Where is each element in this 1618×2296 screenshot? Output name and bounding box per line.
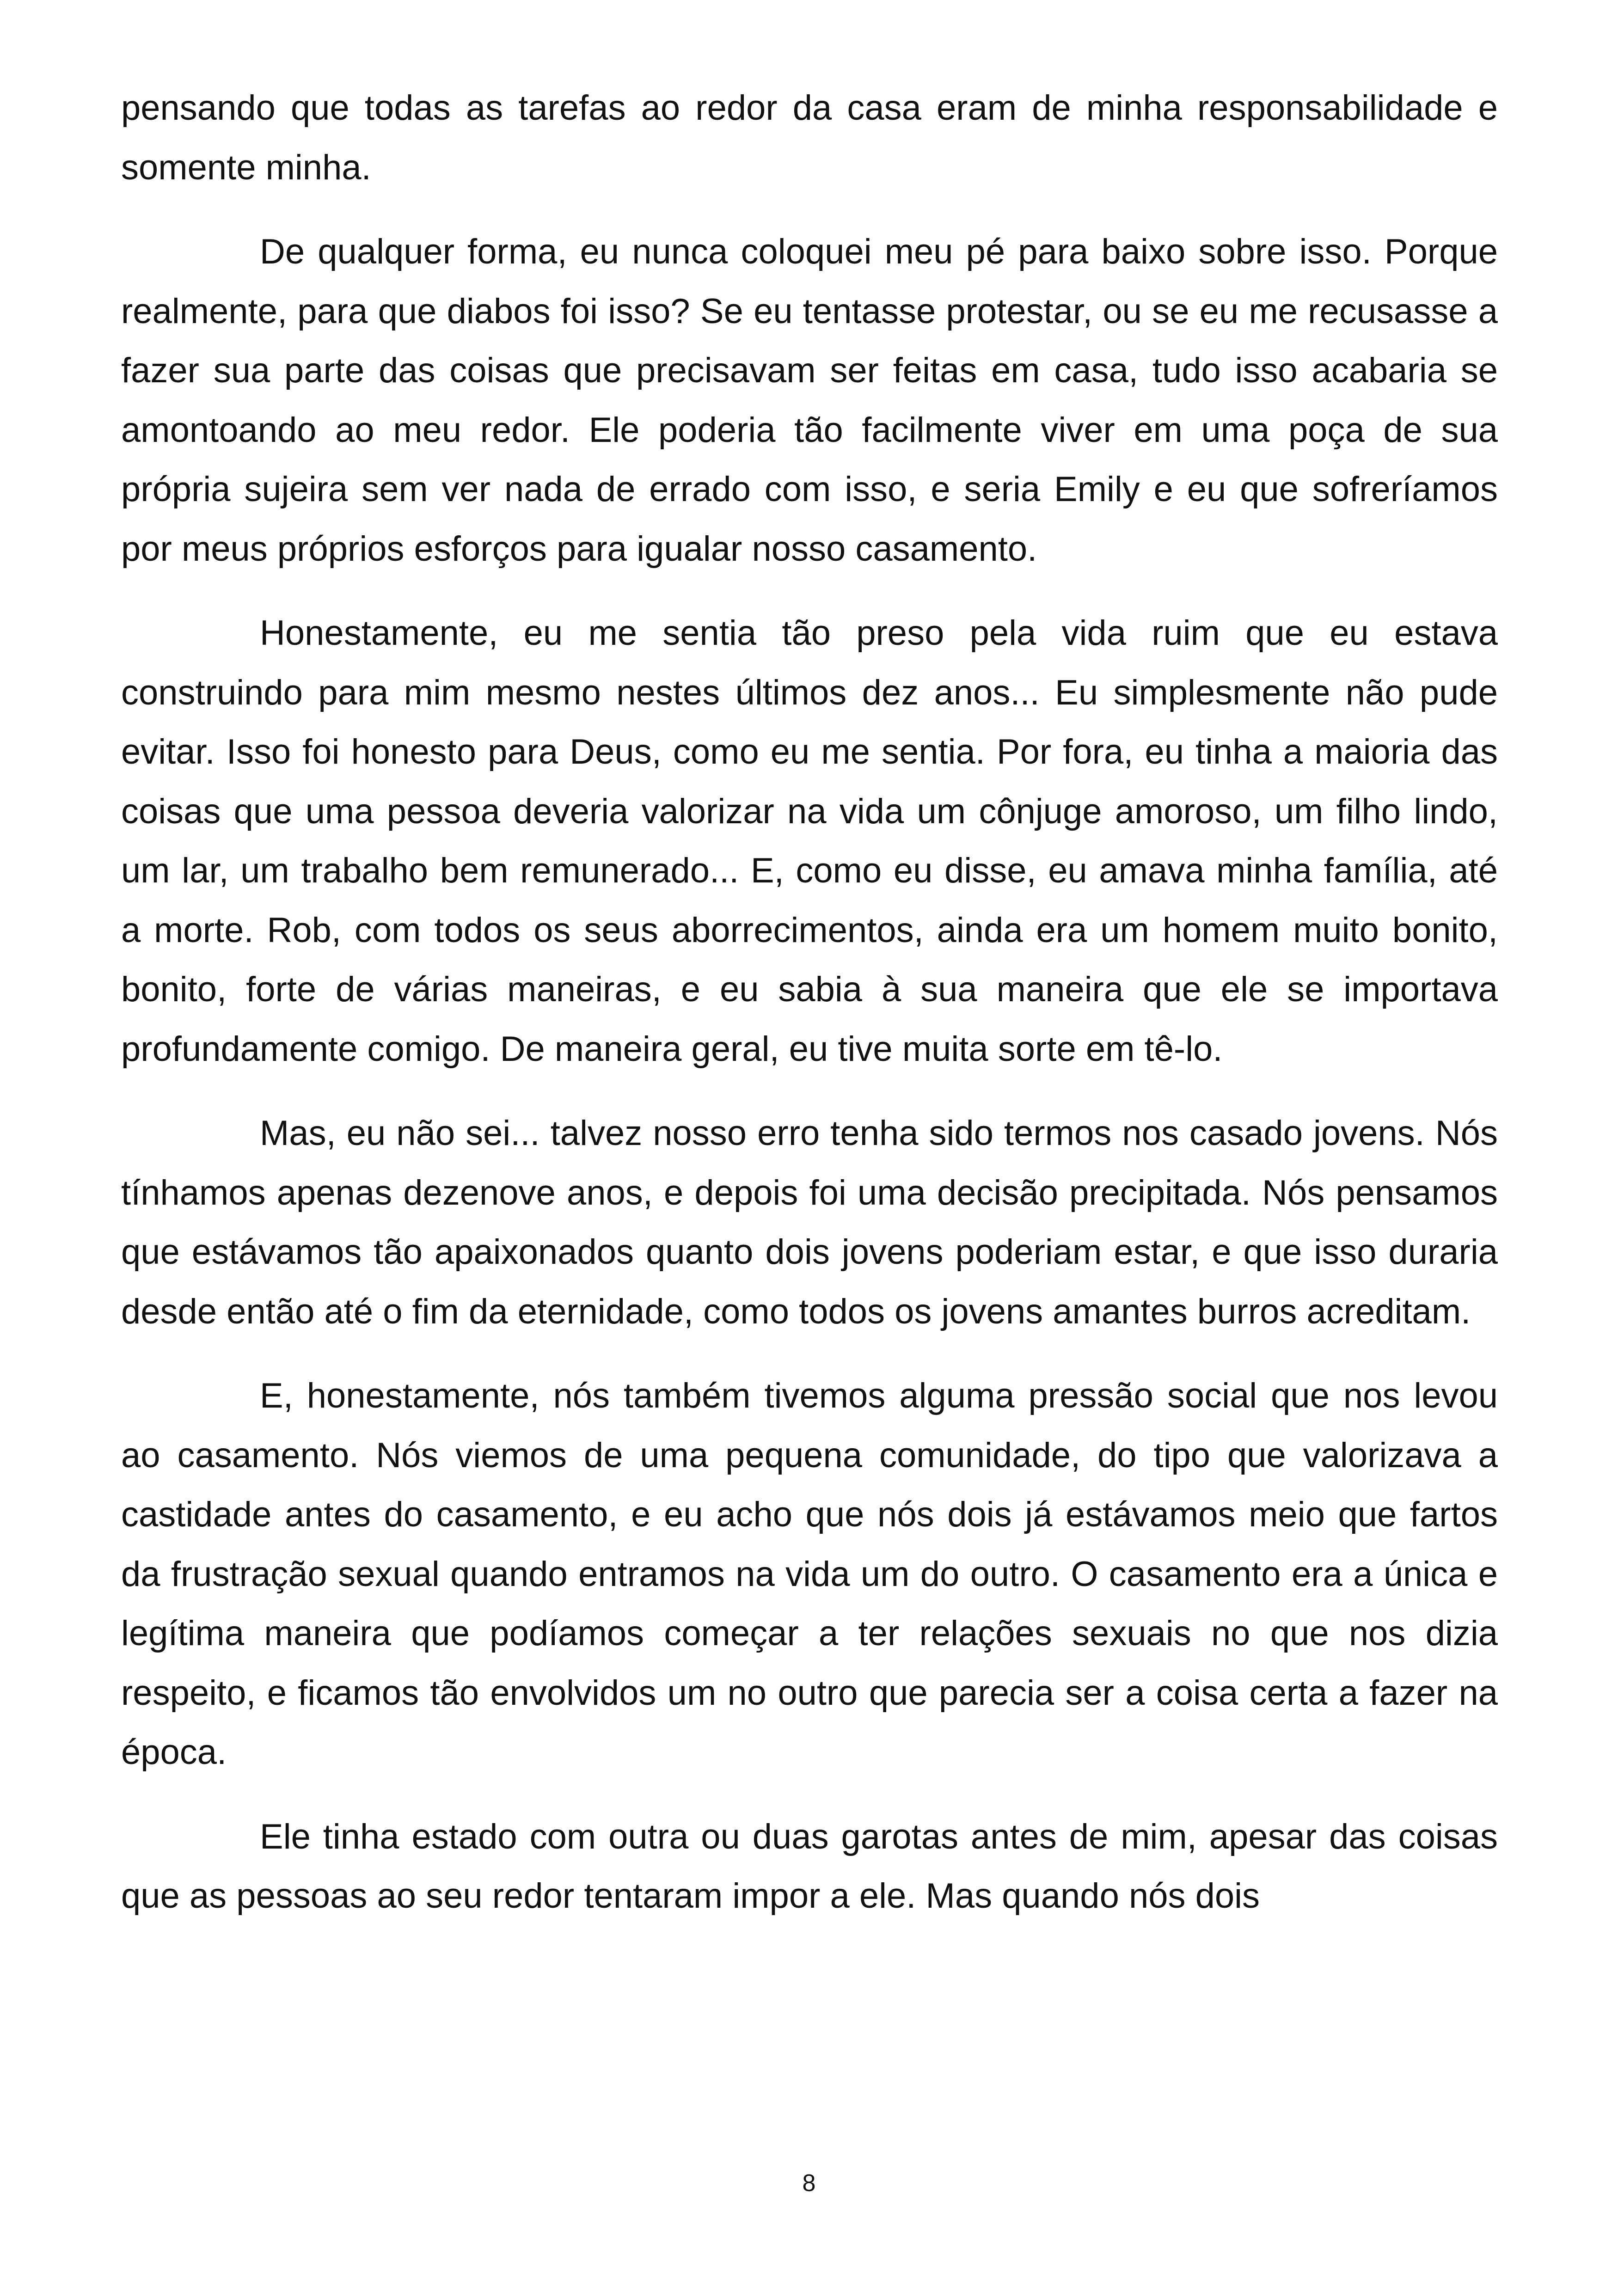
paragraph-6: Ele tinha estado com outra ou duas garotas antes de mim, apesar das coisas que as pessoas ao seu redor tentaram impor a ele. Mas quando nós dois xyxy=(121,1817,1498,1916)
paragraph-4: Mas, eu não sei... talvez nosso erro tenha sido termos nos casado jovens. Nós tínhamos apenas dezenove anos, e depois foi uma decisão precipitada. Nós pensamos que estávamos tão apaixonados quanto dois jovens poderiam estar, e que isso duraria desde então até o fim da eternidade, como todos os jovens amantes burros acreditam. xyxy=(121,1114,1498,1331)
paragraph-3: Honestamente, eu me sentia tão preso pela vida ruim que eu estava construindo para mim mesmo nestes últimos dez anos... Eu simplesmente não pude evitar. Isso foi honesto para Deus, como eu me sentia. Por fora, eu tinha a maioria das coisas que uma pessoa deveria valorizar na vida um cônjuge amoroso, um filho lindo, um lar, um trabalho bem remunerado... E, como eu disse, eu amava minha família, até a morte. Rob, com todos os seus aborrecimentos, ainda era um homem muito bonito, bonito, forte de várias maneiras, e eu sabia à sua maneira que ele se importava profundamente comigo. De maneira geral, eu tive muita sorte em tê-lo. xyxy=(121,613,1498,1069)
paragraph-2: De qualquer forma, eu nunca coloquei meu pé para baixo sobre isso. Porque realmente, para que diabos foi isso? Se eu tentasse protestar, ou se eu me recusasse a fazer sua parte das coisas que precisavam ser feitas em casa, tudo isso acabaria se amontoando ao meu redor. Ele poderia tão facilmente viver em uma poça de sua própria sujeira sem ver nada de errado com isso, e seria Emily e eu que sofreríamos por meus próprios esforços para igualar nosso casamento. xyxy=(121,232,1498,569)
document-body xyxy=(121,79,1498,1951)
paragraph-1: pensando que todas as tarefas ao redor da casa eram de minha responsabilidade e somente minha. xyxy=(121,88,1498,187)
page-number: 8 xyxy=(802,2170,816,2197)
paragraph-5: E, honestamente, nós também tivemos alguma pressão social que nos levou ao casamento. Nós viemos de uma pequena comunidade, do tipo que valorizava a castidade antes do casamento, e eu acho que nós dois já estávamos meio que fartos da frustração sexual quando entramos na vida um do outro. O casamento era a única e legítima maneira que podíamos começar a ter relações sexuais no que nos dizia respeito, e ficamos tão envolvidos um no outro que parecia ser a coisa certa a fazer na época. xyxy=(121,1376,1498,1772)
